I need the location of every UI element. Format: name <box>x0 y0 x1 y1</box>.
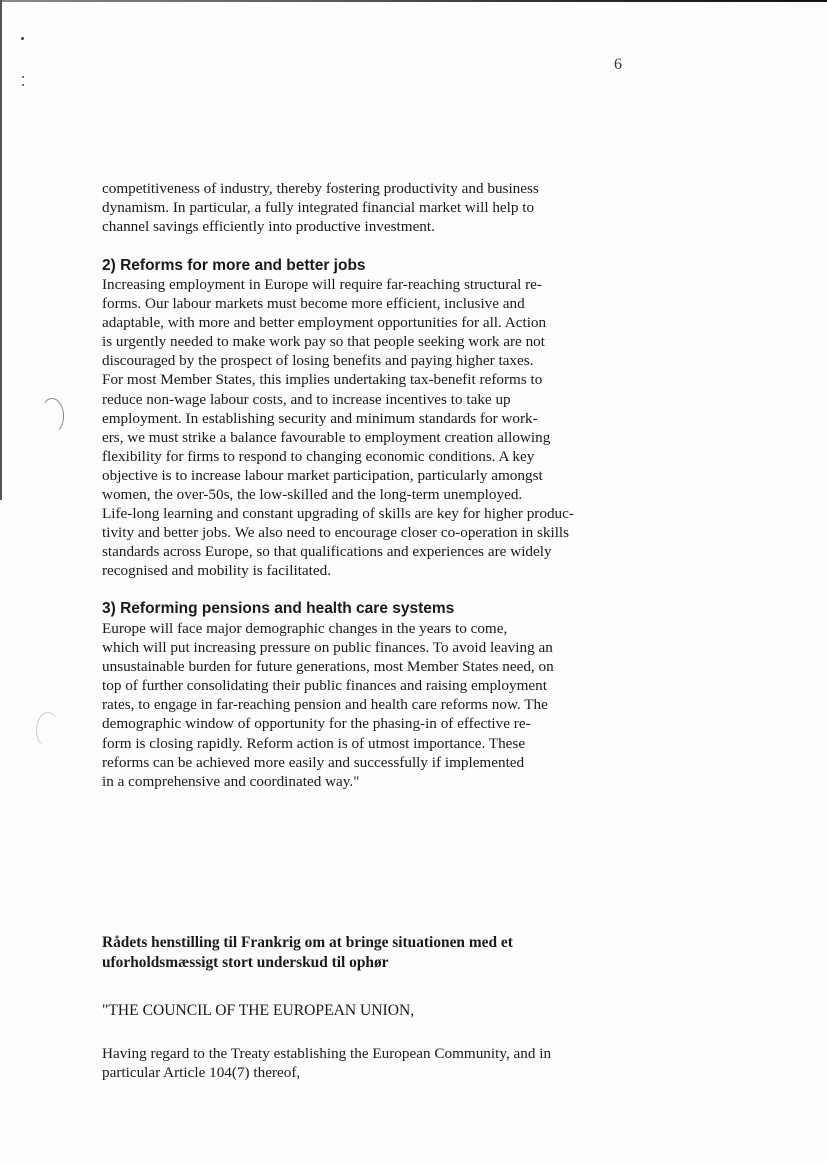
text-line: tivity and better jobs. We also need to encourage closer co-operation in skills <box>102 524 570 542</box>
intro-paragraph <box>102 179 632 236</box>
section-heading-pensions: 3) Reforming pensions and health care systems <box>102 600 455 617</box>
text-line: women, the over-50s, the low-skilled and the long-term unemployed. <box>102 486 523 504</box>
text-line: Increasing employment in Europe will require far-reaching structural re- <box>102 276 542 293</box>
text-line: ers, we must strike a balance favourable to employment creation allowing <box>102 428 551 446</box>
page-number: 6 <box>614 56 622 73</box>
jobs-paragraph <box>102 275 632 581</box>
text-line: reforms can be achieved more easily and successfully if implemented <box>102 753 525 771</box>
scan-top-border <box>0 0 827 2</box>
text-line: in a comprehensive and coordinated way." <box>102 772 360 790</box>
text-line: Life-long learning and constant upgrading of skills are key for higher produc- <box>102 505 574 523</box>
text-line: channel savings efficiently into productive investment. <box>102 218 435 236</box>
council-heading: "THE COUNCIL OF THE EUROPEAN UNION, <box>102 1002 415 1019</box>
text-line: Rådets henstilling til Frankrig om at bringe situationen med et <box>102 934 513 951</box>
text-line: standards across Europe, so that qualifications and experiences are widely <box>102 543 552 561</box>
scan-left-border <box>0 0 2 500</box>
text-line: forms. Our labour markets must become more efficient, inclusive and <box>102 295 525 313</box>
text-line: recognised and mobility is facilitated. <box>102 562 332 580</box>
recommendation-title <box>102 933 622 973</box>
text-line: competitiveness of industry, thereby fostering productivity and business <box>102 180 539 197</box>
pensions-paragraph <box>102 619 632 791</box>
text-line: discouraged by the prospect of losing benefits and paying higher taxes. <box>102 352 534 370</box>
text-line: objective is to increase labour market participation, particularly amongst <box>102 466 543 484</box>
text-line: Having regard to the Treaty establishing the European Community, and in <box>102 1045 552 1062</box>
scan-speck <box>22 76 24 78</box>
section-heading-jobs: 2) Reforms for more and better jobs <box>102 257 366 274</box>
text-line: top of further consolidating their public finances and raising employment <box>102 677 547 695</box>
text-line: uforholdsmæssigt stort underskud til ophør <box>102 954 389 971</box>
text-line: flexibility for firms to respond to changing economic conditions. A key <box>102 447 535 465</box>
text-line: For most Member States, this implies undertaking tax-benefit reforms to <box>102 371 543 389</box>
scan-speck <box>21 37 24 40</box>
text-line: adaptable, with more and better employment opportunities for all. Action <box>102 314 547 332</box>
text-line: employment. In establishing security and minimum standards for work- <box>102 409 538 427</box>
punch-hole-mark <box>40 398 64 434</box>
text-line: reduce non-wage labour costs, and to increase incentives to take up <box>102 390 511 408</box>
punch-hole-mark <box>36 712 60 748</box>
text-line: demographic window of opportunity for the phasing-in of effective re- <box>102 715 531 733</box>
text-line: which will put increasing pressure on public finances. To avoid leaving an <box>102 639 553 657</box>
text-line: is urgently needed to make work pay so that people seeking work are not <box>102 333 545 351</box>
text-line: dynamism. In particular, a fully integrated financial market will help to <box>102 199 535 217</box>
text-line: unsustainable burden for future generations, most Member States need, on <box>102 658 554 676</box>
text-line: rates, to engage in far-reaching pension and health care reforms now. The <box>102 696 548 714</box>
scan-speck <box>22 84 24 86</box>
text-line: Europe will face major demographic changes in the years to come, <box>102 620 508 637</box>
treaty-regard-paragraph <box>102 1044 632 1082</box>
text-line: form is closing rapidly. Reform action is of utmost importance. These <box>102 734 526 752</box>
text-line: particular Article 104(7) thereof, <box>102 1064 301 1082</box>
